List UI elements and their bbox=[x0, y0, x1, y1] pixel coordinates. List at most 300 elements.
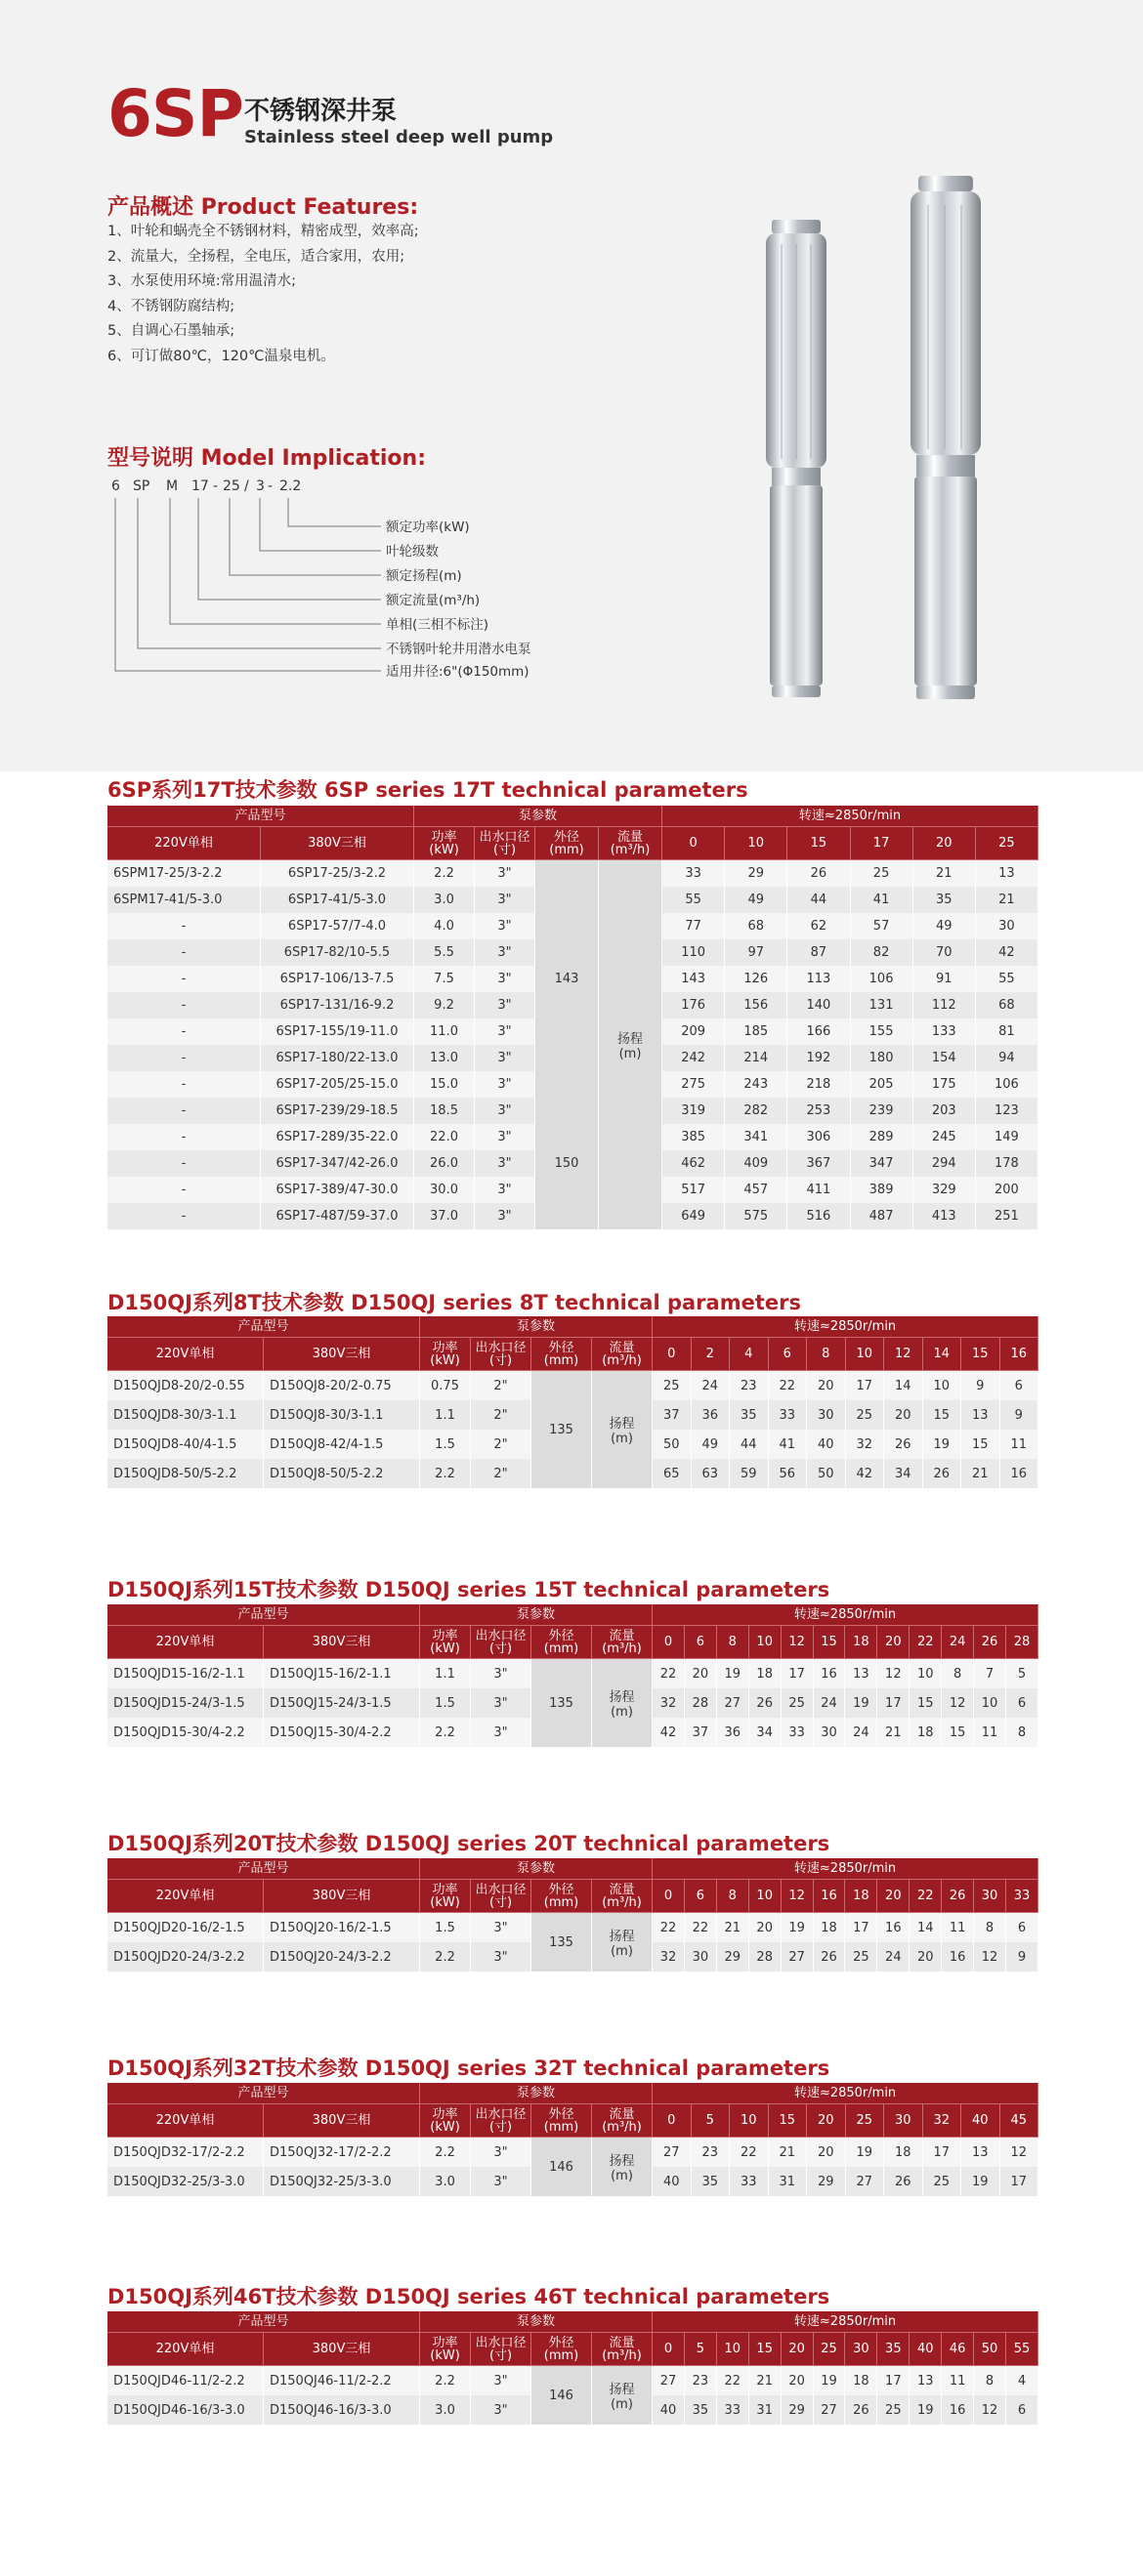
head-value: 19 bbox=[846, 2138, 885, 2167]
three-phase-model: D150QJ32-17/2-2.2 bbox=[264, 2138, 420, 2167]
header-flow-value: 30 bbox=[845, 2333, 877, 2366]
head-value: 289 bbox=[851, 1124, 913, 1150]
head-value: 253 bbox=[787, 1098, 850, 1124]
head-value: 34 bbox=[749, 1718, 782, 1747]
head-value: 282 bbox=[725, 1098, 787, 1124]
outlet-value: 3" bbox=[475, 992, 535, 1018]
power-value: 2.2 bbox=[420, 1942, 471, 1972]
head-value: 20 bbox=[884, 1400, 923, 1430]
single-phase-model: - bbox=[107, 1203, 261, 1229]
head-value: 12 bbox=[974, 1942, 1006, 1972]
head-value: 9 bbox=[961, 1371, 1000, 1400]
head-value: 9 bbox=[1006, 1942, 1038, 1972]
head-value: 16 bbox=[814, 1659, 846, 1688]
power-value: 1.1 bbox=[420, 1659, 471, 1688]
feature-item: 5、自调心石墨轴承; bbox=[107, 323, 235, 339]
head-value: 19 bbox=[961, 2167, 1000, 2196]
head-value: 12 bbox=[974, 2395, 1006, 2425]
head-value: 214 bbox=[725, 1045, 787, 1071]
three-phase-model: 6SP17-180/22-13.0 bbox=[261, 1045, 414, 1071]
head-value: 27 bbox=[846, 2167, 885, 2196]
header-power: 功率 (kW) bbox=[420, 2104, 471, 2138]
header-product-model: 产品型号 bbox=[107, 1858, 420, 1880]
model-label: 不锈钢叶轮井用潜水电泵 bbox=[386, 642, 531, 657]
head-value: 20 bbox=[910, 1942, 942, 1972]
header-flow-value: 25 bbox=[976, 827, 1038, 860]
head-value: 156 bbox=[725, 992, 787, 1018]
header-flow-value: 30 bbox=[884, 2104, 923, 2138]
outlet-value: 3" bbox=[475, 1018, 535, 1045]
head-value: 8 bbox=[1006, 1718, 1038, 1747]
head-value: 14 bbox=[910, 1913, 942, 1942]
header-flow-value: 10 bbox=[725, 827, 787, 860]
head-value: 329 bbox=[913, 1177, 976, 1203]
table-title: 6SP系列17T技术参数 6SP series 17T technical parameters bbox=[107, 778, 748, 802]
head-value: 11 bbox=[1000, 1430, 1039, 1459]
head-value: 25 bbox=[846, 1400, 885, 1430]
head-value: 25 bbox=[851, 860, 913, 887]
header-flow: 流量 (m³/h) bbox=[592, 2333, 653, 2366]
three-phase-model: 6SP17-205/25-15.0 bbox=[261, 1071, 414, 1098]
single-phase-model: - bbox=[107, 992, 261, 1018]
outlet-value: 3" bbox=[475, 1098, 535, 1124]
head-value: 154 bbox=[913, 1045, 976, 1071]
three-phase-model: D150QJ15-30/4-2.2 bbox=[264, 1718, 420, 1747]
header-power: 功率 (kW) bbox=[414, 827, 475, 860]
single-phase-model: - bbox=[107, 1071, 261, 1098]
single-phase-model: D150QJD15-30/4-2.2 bbox=[107, 1718, 264, 1747]
header-flow-value: 26 bbox=[942, 1880, 974, 1913]
power-value: 15.0 bbox=[414, 1071, 475, 1098]
header-flow-value: 33 bbox=[1006, 1880, 1038, 1913]
head-value: 143 bbox=[662, 966, 725, 992]
head-value: 575 bbox=[725, 1203, 787, 1229]
head-value: 57 bbox=[851, 913, 913, 939]
head-value: 49 bbox=[913, 913, 976, 939]
head-value: 517 bbox=[662, 1177, 725, 1203]
single-phase-model: - bbox=[107, 1018, 261, 1045]
header-outlet: 出水口径 (寸) bbox=[471, 2333, 531, 2366]
outlet-value: 3" bbox=[471, 2366, 531, 2395]
model-label: 适用井径:6"(Φ150mm) bbox=[386, 664, 529, 680]
header-power: 功率 (kW) bbox=[420, 1626, 471, 1659]
table-row bbox=[107, 860, 1038, 887]
head-value: 15 bbox=[923, 1400, 962, 1430]
head-value: 6 bbox=[1000, 1371, 1039, 1400]
diameter-value: 135 bbox=[531, 1371, 592, 1488]
three-phase-model: D150QJ46-16/3-3.0 bbox=[264, 2395, 420, 2425]
head-value: 26 bbox=[787, 860, 850, 887]
diameter-value: 135 bbox=[531, 1913, 592, 1972]
three-phase-model: 6SP17-155/19-11.0 bbox=[261, 1018, 414, 1045]
model-diagram bbox=[107, 473, 596, 697]
power-value: 1.1 bbox=[420, 1400, 471, 1430]
head-value: 180 bbox=[851, 1045, 913, 1071]
outlet-value: 3" bbox=[475, 887, 535, 913]
header-flow-value: 17 bbox=[851, 827, 913, 860]
header-flow-value: 20 bbox=[877, 1880, 910, 1913]
header-three-phase: 380V三相 bbox=[264, 1880, 420, 1913]
head-value: 31 bbox=[749, 2395, 782, 2425]
head-value: 82 bbox=[851, 939, 913, 966]
code-part: - bbox=[268, 478, 274, 494]
table-row bbox=[107, 1371, 1038, 1400]
head-value: 23 bbox=[730, 1371, 769, 1400]
header-power: 功率 (kW) bbox=[420, 1338, 471, 1371]
head-value: 29 bbox=[725, 860, 787, 887]
power-value: 2.2 bbox=[414, 860, 475, 887]
head-value: 12 bbox=[1000, 2138, 1039, 2167]
head-value: 19 bbox=[845, 1688, 877, 1718]
head-value: 385 bbox=[662, 1124, 725, 1150]
header-three-phase: 380V三相 bbox=[264, 2104, 420, 2138]
header-flow-value: 20 bbox=[782, 2333, 814, 2366]
feature-item: 1、叶轮和蜗壳全不锈钢材料，精密成型，效率高; bbox=[107, 224, 419, 239]
header-three-phase: 380V三相 bbox=[264, 1338, 420, 1371]
head-value: 31 bbox=[769, 2167, 808, 2196]
head-value: 50 bbox=[653, 1430, 692, 1459]
single-phase-model: D150QJD46-16/3-3.0 bbox=[107, 2395, 264, 2425]
header-flow-value: 6 bbox=[769, 1338, 808, 1371]
head-value: 19 bbox=[814, 2366, 846, 2395]
header-flow-value: 25 bbox=[846, 2104, 885, 2138]
single-phase-model: - bbox=[107, 1150, 261, 1177]
head-value: 94 bbox=[976, 1045, 1038, 1071]
spec-table bbox=[107, 1316, 1038, 1488]
header-flow-value: 10 bbox=[730, 2104, 769, 2138]
header-diameter: 外径 (mm) bbox=[535, 827, 599, 860]
outlet-value: 3" bbox=[471, 2395, 531, 2425]
head-value: 8 bbox=[974, 2366, 1006, 2395]
head-value: 16 bbox=[942, 1942, 974, 1972]
head-value: 20 bbox=[782, 2366, 814, 2395]
header-outlet: 出水口径 (寸) bbox=[471, 1338, 531, 1371]
head-value: 20 bbox=[807, 1371, 846, 1400]
model-label: 额定扬程(m) bbox=[386, 568, 462, 584]
header-pump-params: 泵参数 bbox=[420, 1316, 653, 1338]
head-value: 22 bbox=[730, 2138, 769, 2167]
head-value: 23 bbox=[685, 2366, 717, 2395]
spec-table bbox=[107, 2083, 1038, 2196]
single-phase-model: D150QJD46-11/2-2.2 bbox=[107, 2366, 264, 2395]
header-flow-value: 5 bbox=[692, 2104, 731, 2138]
power-value: 5.5 bbox=[414, 939, 475, 966]
model-label: 额定流量(m³/h) bbox=[386, 593, 481, 608]
header-flow-value: 20 bbox=[877, 1626, 910, 1659]
header-single-phase: 220V单相 bbox=[107, 2333, 264, 2366]
power-value: 13.0 bbox=[414, 1045, 475, 1071]
three-phase-model: 6SP17-389/47-30.0 bbox=[261, 1177, 414, 1203]
head-value: 81 bbox=[976, 1018, 1038, 1045]
features-list bbox=[107, 220, 419, 369]
head-value: 13 bbox=[961, 2138, 1000, 2167]
header-flow-value: 0 bbox=[653, 2104, 692, 2138]
head-value: 21 bbox=[749, 2366, 782, 2395]
three-phase-model: D150QJ15-16/2-1.1 bbox=[264, 1659, 420, 1688]
head-value: 251 bbox=[976, 1203, 1038, 1229]
head-value: 25 bbox=[653, 1371, 692, 1400]
head-value: 26 bbox=[845, 2395, 877, 2425]
header-flow: 流量 (m³/h) bbox=[592, 1338, 653, 1371]
head-label: 扬程 (m) bbox=[599, 860, 662, 1229]
head-value: 192 bbox=[787, 1045, 850, 1071]
head-value: 24 bbox=[845, 1718, 877, 1747]
header-diameter: 外径 (mm) bbox=[531, 2333, 592, 2366]
header-power: 功率 (kW) bbox=[420, 1880, 471, 1913]
header-flow-value: 45 bbox=[1000, 2104, 1039, 2138]
head-value: 7 bbox=[974, 1659, 1006, 1688]
head-value: 29 bbox=[782, 2395, 814, 2425]
head-value: 409 bbox=[725, 1150, 787, 1177]
head-value: 341 bbox=[725, 1124, 787, 1150]
head-value: 26 bbox=[884, 1430, 923, 1459]
head-value: 17 bbox=[1000, 2167, 1039, 2196]
head-value: 8 bbox=[942, 1659, 974, 1688]
header-three-phase: 380V三相 bbox=[264, 2333, 420, 2366]
head-value: 243 bbox=[725, 1071, 787, 1098]
head-value: 8 bbox=[974, 1913, 1006, 1942]
header-outlet: 出水口径 (寸) bbox=[471, 1626, 531, 1659]
head-value: 149 bbox=[976, 1124, 1038, 1150]
outlet-value: 2" bbox=[471, 1371, 531, 1400]
diameter-value: 146 bbox=[531, 2366, 592, 2425]
header-flow-value: 12 bbox=[782, 1880, 814, 1913]
head-value: 22 bbox=[685, 1913, 717, 1942]
three-phase-model: D150QJ20-16/2-1.5 bbox=[264, 1913, 420, 1942]
head-value: 44 bbox=[787, 887, 850, 913]
header-flow-value: 40 bbox=[910, 2333, 942, 2366]
single-phase-model: D150QJD20-16/2-1.5 bbox=[107, 1913, 264, 1942]
three-phase-model: 6SP17-106/13-7.5 bbox=[261, 966, 414, 992]
header-flow-value: 46 bbox=[942, 2333, 974, 2366]
outlet-value: 2" bbox=[471, 1459, 531, 1488]
header-outlet: 出水口径 (寸) bbox=[471, 2104, 531, 2138]
head-value: 21 bbox=[877, 1718, 910, 1747]
head-value: 25 bbox=[923, 2167, 962, 2196]
code-part: 2.2 bbox=[279, 478, 302, 494]
three-phase-model: 6SP17-57/7-4.0 bbox=[261, 913, 414, 939]
header-product-model: 产品型号 bbox=[107, 2083, 420, 2104]
head-value: 16 bbox=[877, 1913, 910, 1942]
outlet-value: 3" bbox=[475, 860, 535, 887]
head-value: 209 bbox=[662, 1018, 725, 1045]
head-value: 389 bbox=[851, 1177, 913, 1203]
header-flow-value: 18 bbox=[845, 1626, 877, 1659]
head-value: 19 bbox=[923, 1430, 962, 1459]
head-value: 21 bbox=[717, 1913, 749, 1942]
header-flow-value: 25 bbox=[814, 2333, 846, 2366]
head-value: 6 bbox=[1006, 1913, 1038, 1942]
header-outlet: 出水口径 (寸) bbox=[475, 827, 535, 860]
head-value: 140 bbox=[787, 992, 850, 1018]
header-speed: 转速≈2850r/min bbox=[662, 806, 1038, 827]
head-value: 123 bbox=[976, 1098, 1038, 1124]
head-value: 25 bbox=[782, 1688, 814, 1718]
single-phase-model: - bbox=[107, 1177, 261, 1203]
header-pump-params: 泵参数 bbox=[420, 1604, 653, 1626]
single-phase-model: - bbox=[107, 913, 261, 939]
head-value: 59 bbox=[730, 1459, 769, 1488]
head-value: 30 bbox=[685, 1942, 717, 1972]
header-flow-value: 55 bbox=[1006, 2333, 1038, 2366]
head-value: 91 bbox=[913, 966, 976, 992]
head-value: 33 bbox=[730, 2167, 769, 2196]
head-value: 35 bbox=[685, 2395, 717, 2425]
header-three-phase: 380V三相 bbox=[261, 827, 414, 860]
brand-logo: 6SP bbox=[107, 76, 243, 151]
header-flow-value: 30 bbox=[974, 1880, 1006, 1913]
power-value: 37.0 bbox=[414, 1203, 475, 1229]
head-value: 516 bbox=[787, 1203, 850, 1229]
code-part: / bbox=[244, 478, 249, 494]
power-value: 4.0 bbox=[414, 913, 475, 939]
outlet-value: 3" bbox=[475, 1045, 535, 1071]
model-label: 额定功率(kW) bbox=[386, 519, 470, 535]
head-value: 35 bbox=[692, 2167, 731, 2196]
head-value: 77 bbox=[662, 913, 725, 939]
header-flow-value: 26 bbox=[974, 1626, 1006, 1659]
single-phase-model: D150QJD8-20/2-0.55 bbox=[107, 1371, 264, 1400]
head-value: 37 bbox=[653, 1400, 692, 1430]
head-value: 97 bbox=[725, 939, 787, 966]
outlet-value: 3" bbox=[475, 1177, 535, 1203]
power-value: 22.0 bbox=[414, 1124, 475, 1150]
header-flow-value: 18 bbox=[845, 1880, 877, 1913]
header-flow-value: 0 bbox=[653, 1338, 692, 1371]
header-flow-value: 12 bbox=[884, 1338, 923, 1371]
head-value: 26 bbox=[884, 2167, 923, 2196]
outlet-value: 3" bbox=[471, 1913, 531, 1942]
pump-image bbox=[742, 176, 1055, 708]
head-value: 35 bbox=[913, 887, 976, 913]
head-value: 21 bbox=[976, 887, 1038, 913]
head-value: 15 bbox=[910, 1688, 942, 1718]
three-phase-model: 6SP17-131/16-9.2 bbox=[261, 992, 414, 1018]
head-value: 10 bbox=[974, 1688, 1006, 1718]
code-part: 3 bbox=[256, 478, 265, 494]
head-value: 18 bbox=[884, 2138, 923, 2167]
feature-item: 4、不锈钢防腐结构; bbox=[107, 298, 235, 314]
head-value: 13 bbox=[910, 2366, 942, 2395]
head-value: 185 bbox=[725, 1018, 787, 1045]
product-title-cn: 不锈钢深井泵 bbox=[244, 97, 398, 126]
diameter-value: 146 bbox=[531, 2138, 592, 2196]
three-phase-model: 6SP17-289/35-22.0 bbox=[261, 1124, 414, 1150]
model-label: 叶轮级数 bbox=[386, 544, 439, 560]
head-value: 20 bbox=[807, 2138, 846, 2167]
header-diameter: 外径 (mm) bbox=[531, 2104, 592, 2138]
single-phase-model: - bbox=[107, 939, 261, 966]
head-value: 41 bbox=[769, 1430, 808, 1459]
head-value: 65 bbox=[653, 1459, 692, 1488]
head-value: 166 bbox=[787, 1018, 850, 1045]
three-phase-model: 6SP17-82/10-5.5 bbox=[261, 939, 414, 966]
header-flow-value: 40 bbox=[961, 2104, 1000, 2138]
head-value: 28 bbox=[749, 1942, 782, 1972]
header-flow-value: 10 bbox=[749, 1626, 782, 1659]
code-part: SP bbox=[133, 478, 150, 494]
feature-item: 2、流量大，全扬程，全电压，适合家用，农用; bbox=[107, 248, 405, 265]
model-heading: 型号说明 Model Implication: bbox=[107, 446, 426, 471]
header-product-model: 产品型号 bbox=[107, 1316, 420, 1338]
header-flow-value: 10 bbox=[749, 1880, 782, 1913]
head-value: 21 bbox=[769, 2138, 808, 2167]
head-value: 13 bbox=[976, 860, 1038, 887]
power-value: 1.5 bbox=[420, 1913, 471, 1942]
head-value: 6 bbox=[1006, 1688, 1038, 1718]
head-value: 42 bbox=[846, 1459, 885, 1488]
head-value: 367 bbox=[787, 1150, 850, 1177]
three-phase-model: 6SP17-41/5-3.0 bbox=[261, 887, 414, 913]
three-phase-model: D150QJ8-42/4-1.5 bbox=[264, 1430, 420, 1459]
head-value: 32 bbox=[846, 1430, 885, 1459]
head-value: 40 bbox=[653, 2167, 692, 2196]
head-value: 24 bbox=[692, 1371, 731, 1400]
header-flow-value: 16 bbox=[1000, 1338, 1039, 1371]
head-value: 27 bbox=[653, 2138, 692, 2167]
head-value: 319 bbox=[662, 1098, 725, 1124]
header-flow-value: 35 bbox=[877, 2333, 910, 2366]
head-value: 25 bbox=[877, 2395, 910, 2425]
single-phase-model: - bbox=[107, 1045, 261, 1071]
power-value: 3.0 bbox=[420, 2167, 471, 2196]
three-phase-model: D150QJ20-24/3-2.2 bbox=[264, 1942, 420, 1972]
head-value: 19 bbox=[717, 1659, 749, 1688]
head-value: 242 bbox=[662, 1045, 725, 1071]
code-part: - bbox=[213, 478, 219, 494]
head-value: 25 bbox=[845, 1942, 877, 1972]
head-value: 10 bbox=[923, 1371, 962, 1400]
power-value: 26.0 bbox=[414, 1150, 475, 1177]
head-value: 20 bbox=[685, 1659, 717, 1688]
single-phase-model: D150QJD15-16/2-1.1 bbox=[107, 1659, 264, 1688]
head-value: 12 bbox=[942, 1688, 974, 1718]
head-value: 203 bbox=[913, 1098, 976, 1124]
head-value: 21 bbox=[913, 860, 976, 887]
table-title: D150QJ系列46T技术参数 D150QJ series 46T technical parameters bbox=[107, 2285, 830, 2308]
table-row bbox=[107, 2366, 1038, 2395]
outlet-value: 3" bbox=[471, 1688, 531, 1718]
head-value: 5 bbox=[1006, 1659, 1038, 1688]
head-value: 133 bbox=[913, 1018, 976, 1045]
header-flow-value: 0 bbox=[653, 1626, 685, 1659]
single-phase-model: D150QJD8-50/5-2.2 bbox=[107, 1459, 264, 1488]
head-value: 106 bbox=[851, 966, 913, 992]
head-value: 27 bbox=[717, 1688, 749, 1718]
power-value: 2.2 bbox=[420, 1459, 471, 1488]
head-value: 178 bbox=[976, 1150, 1038, 1177]
single-phase-model: D150QJD15-24/3-1.5 bbox=[107, 1688, 264, 1718]
header-flow: 流量 (m³/h) bbox=[592, 1626, 653, 1659]
header-power: 功率 (kW) bbox=[420, 2333, 471, 2366]
diameter-value: 150 bbox=[535, 1098, 599, 1229]
single-phase-model: D150QJD20-24/3-2.2 bbox=[107, 1942, 264, 1972]
head-value: 50 bbox=[807, 1459, 846, 1488]
head-value: 32 bbox=[653, 1942, 685, 1972]
head-label: 扬程 (m) bbox=[592, 1371, 653, 1488]
power-value: 0.75 bbox=[420, 1371, 471, 1400]
head-value: 21 bbox=[961, 1459, 1000, 1488]
header-pump-params: 泵参数 bbox=[420, 2083, 653, 2104]
head-value: 30 bbox=[807, 1400, 846, 1430]
header-flow-value: 16 bbox=[814, 1880, 846, 1913]
header-speed: 转速≈2850r/min bbox=[653, 2311, 1038, 2333]
head-value: 19 bbox=[782, 1913, 814, 1942]
table-title: D150QJ系列20T技术参数 D150QJ series 20T technical parameters bbox=[107, 1832, 830, 1855]
head-value: 18 bbox=[845, 2366, 877, 2395]
head-value: 33 bbox=[717, 2395, 749, 2425]
power-value: 18.5 bbox=[414, 1098, 475, 1124]
